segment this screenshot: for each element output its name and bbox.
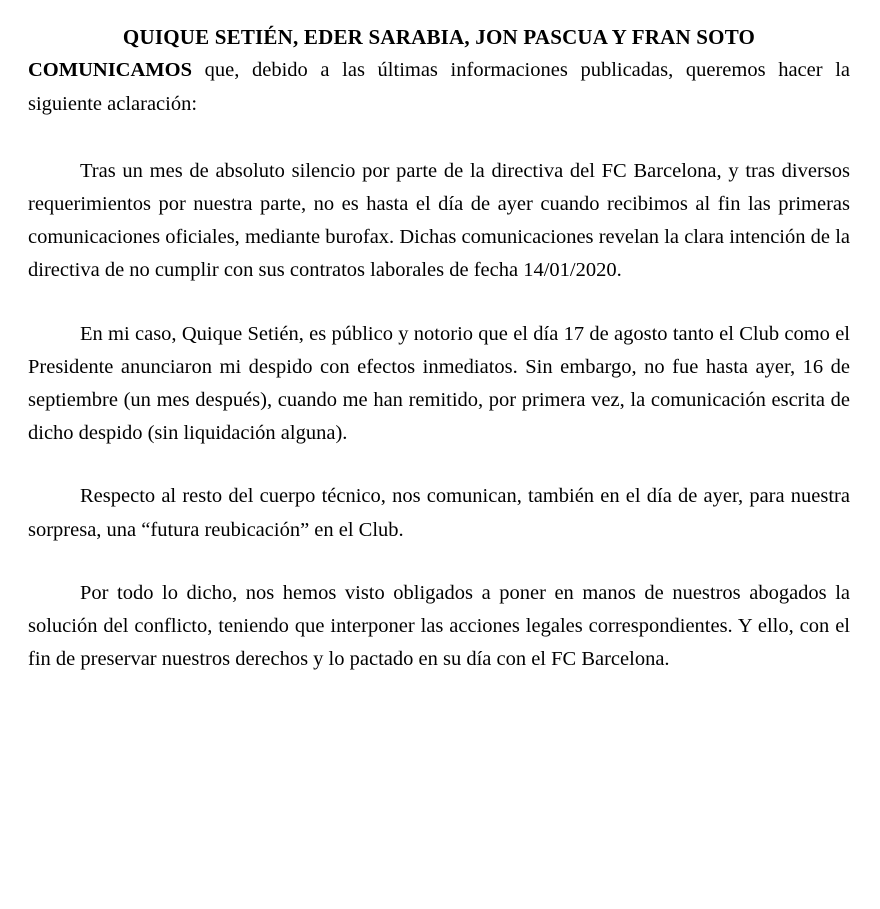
document-heading: QUIQUE SETIÉN, EDER SARABIA, JON PASCUA Y FRAN SOTO: [122, 25, 756, 49]
paragraph-spacer: [28, 121, 850, 155]
paragraph-spacer: [28, 288, 850, 318]
paragraph-spacer: [28, 450, 850, 480]
intro-bold-word: COMUNICAMOS: [28, 59, 192, 82]
document-paragraph-4: Por todo lo dicho, nos hemos visto obligados a poner en manos de nuestros abogados la solución del conflicto, teniendo que interponer las acciones legales correspondientes. Y ello, con el fin de preservar nuestros derechos y lo pactado en su día con el FC Barcelona.: [28, 581, 850, 671]
document-intro-paragraph: [28, 54, 850, 120]
intro-rest-text: que, debido a las últimas informaciones publicadas, queremos hacer la siguiente aclaración:: [28, 59, 850, 115]
document-paragraph-2: En mi caso, Quique Setién, es público y notorio que el día 17 de agosto tanto el Club como el Presidente anunciaron mi despido con efectos inmediatos. Sin embargo, no fue hasta ayer, 16 de septiembre (un mes después), cuando me han remitido, por primera vez, la comunicación escrita de dicho despido (sin liquidación alguna).: [28, 322, 850, 445]
document-paragraph-1: Tras un mes de absoluto silencio por parte de la directiva del FC Barcelona, y tras diversos requerimientos por nuestra parte, no es hasta el día de ayer cuando recibimos al fin las primeras comunicaciones oficiales, mediante burofax. Dichas comunicaciones revelan la clara intención de la directiva de no cumplir con sus contratos laborales de fecha 14/01/2020.: [28, 159, 850, 282]
paragraph-spacer: [28, 547, 850, 577]
document-paragraph-3: Respecto al resto del cuerpo técnico, nos comunican, también en el día de ayer, para nuestra sorpresa, una “futura reubicación” en el Club.: [28, 485, 850, 541]
